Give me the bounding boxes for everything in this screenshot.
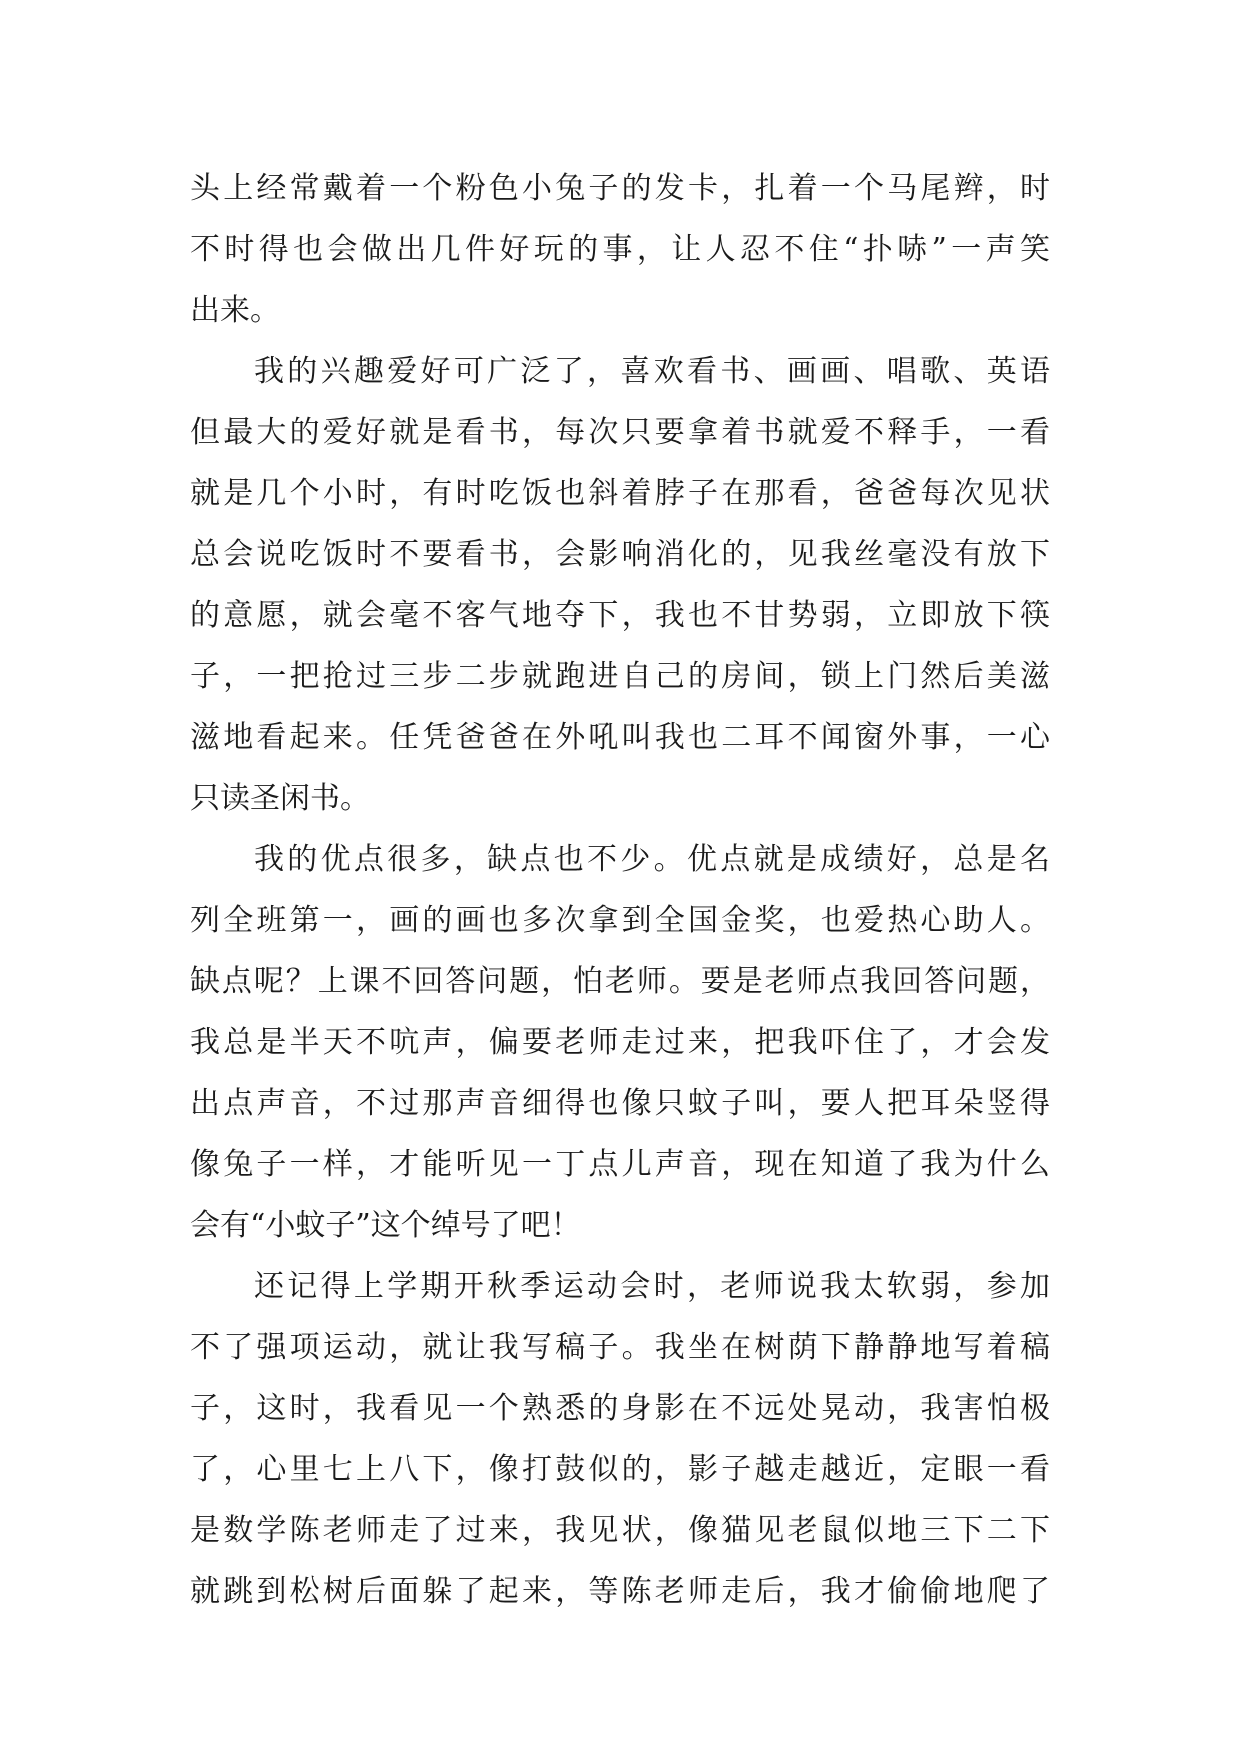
text-line: 只读圣闲书。 (190, 781, 370, 816)
text-line: 总会说吃饭时不要看书，会影响消化的，见我丝毫没有放下 (190, 537, 1050, 572)
text-line: 我总是半天不吭声，偏要老师走过来，把我吓住了，才会发 (190, 1025, 1050, 1060)
text-line: 是数学陈老师走了过来，我见状，像猫见老鼠似地三下二下 (190, 1513, 1050, 1548)
text-line: 子，这时，我看见一个熟悉的身影在不远处晃动，我害怕极 (190, 1391, 1050, 1426)
text-line: 会有“小蚊子”这个绰号了吧！ (190, 1208, 581, 1243)
text-line: 的意愿，就会毫不客气地夺下，我也不甘势弱，立即放下筷 (190, 598, 1050, 633)
text-line: 出来。 (190, 293, 280, 328)
body-text (190, 158, 1050, 1622)
text-line: 头上经常戴着一个粉色小兔子的发卡，扎着一个马尾辫，时 (190, 171, 1050, 206)
text-line: 不时得也会做出几件好玩的事，让人忍不住“扑哧”一声笑 (190, 232, 1050, 267)
text-line: 滋地看起来。任凭爸爸在外吼叫我也二耳不闻窗外事，一心 (190, 720, 1050, 755)
text-line: 列全班第一，画的画也多次拿到全国金奖，也爱热心助人。 (190, 903, 1050, 938)
text-line: 我的优点很多，缺点也不少。优点就是成绩好，总是名 (254, 842, 1050, 877)
text-line: 不了强项运动，就让我写稿子。我坐在树荫下静静地写着稿 (190, 1330, 1050, 1365)
text-line: 我的兴趣爱好可广泛了，喜欢看书、画画、唱歌、英语 (254, 354, 1050, 389)
text-line: 出点声音，不过那声音细得也像只蚊子叫，要人把耳朵竖得 (190, 1086, 1050, 1121)
text-line: 但最大的爱好就是看书，每次只要拿着书就爱不释手，一看 (190, 415, 1050, 450)
text-line: 像兔子一样，才能听见一丁点儿声音，现在知道了我为什么 (190, 1147, 1050, 1182)
text-line: 就是几个小时，有时吃饭也斜着脖子在那看，爸爸每次见状 (190, 476, 1050, 511)
text-line: 子，一把抢过三步二步就跑进自己的房间，锁上门然后美滋 (190, 659, 1050, 694)
text-line: 就跳到松树后面躲了起来，等陈老师走后，我才偷偷地爬了 (190, 1574, 1050, 1609)
text-line: 缺点呢？上课不回答问题，怕老师。要是老师点我回答问题， (190, 964, 1050, 999)
text-line: 了，心里七上八下，像打鼓似的，影子越走越近，定眼一看 (190, 1452, 1050, 1487)
text-line: 还记得上学期开秋季运动会时，老师说我太软弱，参加 (254, 1269, 1050, 1304)
